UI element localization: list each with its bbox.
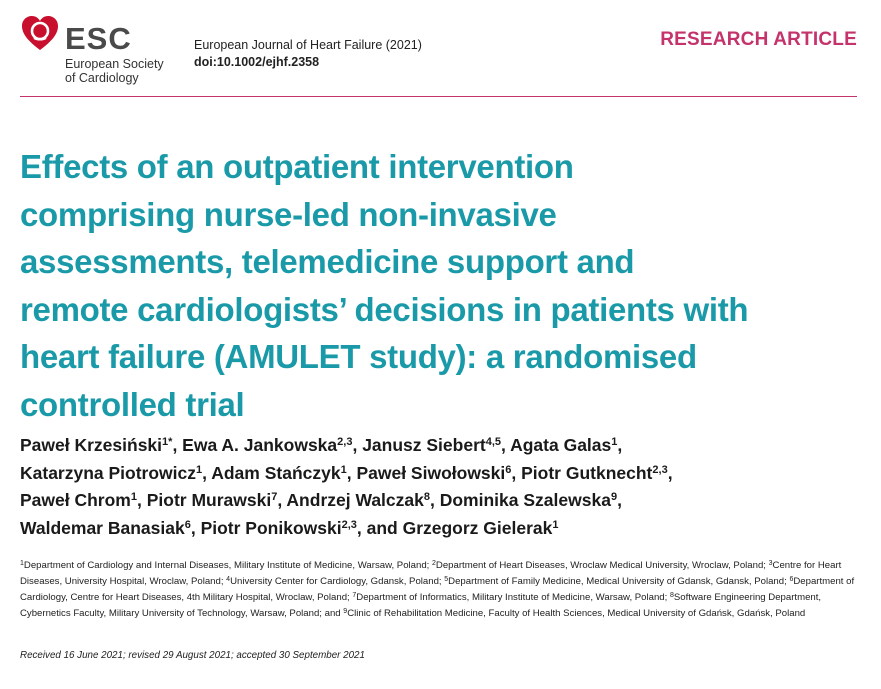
author-name[interactable]: Katarzyna Piotrowicz (20, 462, 197, 483)
journal-info (194, 37, 422, 71)
author-affiliation-ref: 1 (130, 491, 137, 503)
affiliation-number: 1 (20, 560, 24, 567)
esc-wordmark: ESC (65, 21, 132, 56)
author-separator: , (346, 462, 357, 483)
affiliation-number: 4 (226, 576, 231, 583)
title-line: assessments, telemedicine support and (20, 243, 635, 280)
author-affiliation-ref: 1 (552, 518, 559, 531)
author-separator: , (430, 490, 440, 510)
esc-logo (20, 14, 180, 86)
author-name[interactable]: Paweł Krzesiński (20, 435, 163, 455)
affiliation-text: Department of Heart Diseases, Wroclaw Medical University, Wroclaw, Poland; (435, 560, 769, 571)
author-separator: , and (356, 517, 403, 538)
author-name[interactable]: Dominika Szalewska (439, 490, 611, 510)
author-separator: , (511, 462, 522, 483)
affiliation-number: 7 (352, 592, 357, 599)
author-name[interactable]: Piotr Murawski (146, 490, 272, 510)
author-separator: , (172, 435, 183, 455)
author-name[interactable]: Piotr Gutknecht (521, 462, 653, 483)
affiliation-number: 2 (432, 560, 436, 567)
author-affiliation-ref: 8 (423, 491, 430, 503)
author-affiliation-ref: 1* (162, 436, 173, 448)
affiliation-text: Centre for Heart Diseases, University Hospital, Wroclaw, Poland; (20, 560, 842, 587)
title-line: controlled trial (20, 385, 245, 423)
heart-logo-icon (20, 14, 60, 54)
affiliation-text: Department of Informatics, Military Institute of Medicine, Warsaw, Poland; (356, 592, 670, 603)
author-separator: , (617, 490, 622, 510)
article-type-label: RESEARCH ARTICLE (660, 29, 857, 50)
author-name[interactable]: Adam Stańczyk (211, 462, 341, 483)
author-separator: , (190, 517, 201, 538)
author-affiliation-ref: 2,3 (652, 463, 668, 476)
author-name[interactable]: Paweł Chrom (20, 490, 131, 510)
author-separator: , (202, 462, 212, 483)
affiliation-number: 3 (768, 560, 773, 567)
author-name[interactable]: Janusz Siebert (362, 435, 486, 455)
author-name[interactable]: Waldemar Banasiak (20, 517, 185, 538)
author-affiliation-ref: 7 (271, 491, 278, 503)
author-affiliation-ref: 1 (340, 463, 347, 476)
author-affiliation-ref: 6 (505, 463, 512, 476)
doi[interactable]: doi:10.1002/ejhf.2358 (194, 55, 320, 69)
header-divider (20, 96, 857, 97)
title-line: comprising nurse-led non-invasive (20, 195, 557, 233)
affiliations (20, 558, 870, 622)
title-line: Effects of an outpatient intervention (20, 148, 574, 185)
article-title (20, 143, 870, 428)
author-affiliation-ref: 6 (184, 518, 191, 531)
author-affiliation-ref: 1 (611, 436, 618, 448)
journal-name: European Journal of Heart Failure (2021) (194, 38, 422, 52)
author-name[interactable]: Piotr Ponikowski (200, 517, 342, 538)
author-name[interactable]: Ewa A. Jankowska (182, 435, 338, 455)
affiliation-text: Department of Cardiology, Centre for Heart Diseases, 4th Military Hospital, Wroclaw, Poland; (20, 576, 855, 603)
author-separator: , (501, 435, 511, 455)
author-affiliation-ref: 2,3 (337, 436, 353, 448)
affiliation-number: 6 (789, 576, 794, 583)
author-name[interactable]: Paweł Siwołowski (356, 462, 506, 483)
author-separator: , (352, 435, 363, 455)
author-separator: , (137, 490, 147, 510)
author-separator: , (617, 435, 623, 455)
author-affiliation-ref: 1 (196, 463, 203, 476)
affiliation-text: Software Engineering Department, Cybernetics Faculty, Military University of Technology, Warsaw, Poland; and (20, 592, 822, 619)
affiliation-number: 5 (444, 576, 449, 583)
author-name[interactable]: Grzegorz Gielerak (402, 517, 553, 538)
affiliation-text: Department of Family Medicine, Medical University of Gdansk, Gdansk, Poland; (448, 576, 790, 587)
affiliation-text: University Center for Cardiology, Gdansk, Poland; (230, 576, 445, 587)
author-name[interactable]: Andrzej Walczak (286, 490, 424, 510)
affiliation-number: 8 (669, 592, 674, 599)
author-separator: , (277, 490, 287, 510)
title-line: remote cardiologists’ decisions in patients with (20, 290, 749, 328)
received-dates: Received 16 June 2021; revised 29 August 2021; accepted 30 September 2021 (20, 650, 365, 661)
author-separator: , (667, 462, 673, 483)
author-affiliation-ref: 9 (610, 491, 618, 503)
affiliation-text: Clinic of Rehabilitation Medicine, Faculty of Health Sciences, Medical University of Gdańsk, Gdańsk, Poland (347, 608, 806, 619)
author-affiliation-ref: 2,3 (341, 518, 357, 531)
affiliation-text: Department of Cardiology and Internal Diseases, Military Institute of Medicine, Warsaw, Poland; (23, 560, 433, 571)
author-affiliation-ref: 4,5 (485, 436, 502, 448)
author-name[interactable]: Agata Galas (510, 435, 612, 455)
title-line: heart failure (AMULET study): a randomised (20, 338, 697, 375)
esc-full-name: European Society of Cardiology (65, 57, 164, 85)
author-list (20, 432, 870, 542)
affiliation-number: 9 (343, 608, 348, 615)
